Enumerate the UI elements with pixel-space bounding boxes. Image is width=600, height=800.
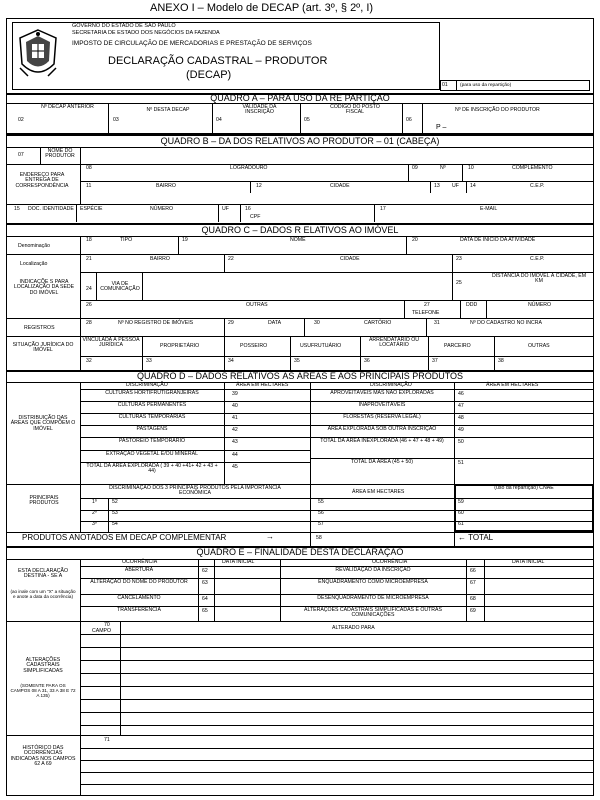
field-num-27: 27 <box>424 302 430 308</box>
page-title: ANEXO I – Modelo de DECAP (art. 3º, § 2º, I) <box>150 2 374 14</box>
bairro-label: BAIRRO <box>156 183 176 189</box>
ddd-label: DDD <box>466 302 478 308</box>
campo-label: CAMPO <box>92 628 112 634</box>
ocorrencia-left-num: 65 <box>202 608 208 614</box>
imposto-label: IMPOSTO DE CIRCULAÇÃO DE MERCADORIAS E PRESTAÇÃO DE SERVIÇOS <box>72 40 312 47</box>
field-num-11: 11 <box>86 183 92 189</box>
area-right-num: 46 <box>458 391 464 397</box>
field-num-13: 13 <box>434 183 440 189</box>
quadro-b-title: QUADRO B – DA DOS RELATIVOS AO PRODUTOR – 01 (CABEÇA) <box>160 136 440 146</box>
row-line <box>80 413 310 414</box>
field-num-10: 10 <box>468 165 474 171</box>
parceiro-label: PARCEIRO <box>444 343 471 349</box>
decap-desta-label: Nº DESTA DECAP <box>146 107 190 113</box>
field-num-17: 17 <box>380 206 386 212</box>
field-num-32: 32 <box>86 358 92 364</box>
posseiro-label: POSSEIRO <box>240 343 268 349</box>
prod-area-num: 56 <box>318 510 324 516</box>
area-left-header: ÁREA EM HECTARES <box>236 382 289 388</box>
alteracao-line <box>80 647 594 648</box>
field-num-19: 19 <box>182 237 188 243</box>
alterado-para-label: ALTERADO PARA <box>332 625 375 631</box>
discr-right-header: DISCRIMINAÇÃO <box>370 382 412 388</box>
doc-numero-label: NÚMERO <box>150 206 174 212</box>
field-num-71: 71 <box>104 737 110 743</box>
field-num-16: 16 <box>245 206 251 212</box>
area-right-num: 50 <box>458 439 464 445</box>
somente-label: (SOMENTE PARA OS CAMPOS 08 A 31, 33 A 38 E 72 A 135) <box>10 683 76 698</box>
field-num-23: 23 <box>456 256 462 262</box>
area-right-label: INAPROVEITÁVEIS <box>358 402 406 408</box>
numero-label: Nº <box>440 165 446 171</box>
field-num-22: 22 <box>228 256 234 262</box>
field-num-08: 08 <box>86 165 92 171</box>
field-num-18: 18 <box>86 237 92 243</box>
nome-produtor-label: NOME DO PRODUTOR <box>45 148 75 160</box>
ocorrencia-right-num: 66 <box>470 568 476 574</box>
row-line <box>80 437 310 438</box>
field-num-26: 26 <box>86 302 92 308</box>
ocorrencia-left-label: CANCELAMENTO <box>117 595 161 601</box>
row-line <box>80 510 594 511</box>
ocorrencia-left-label: ALTERAÇÃO DO NOME DO PRODUTOR <box>90 579 188 585</box>
prod-area-num: 55 <box>318 499 324 505</box>
field-num-02: 02 <box>18 117 24 123</box>
complemento-label: COMPLEMENTO <box>512 165 553 171</box>
field-num-14: 14 <box>470 183 476 189</box>
area-left-label: CULTURAS PERMANENTES <box>117 402 187 408</box>
row-line <box>80 425 310 426</box>
area-right-label: FLORESTAS (RESERVA LEGAL) <box>343 414 421 420</box>
decap-subtitle: (DECAP) <box>186 69 232 81</box>
area-left-label: PASTAGENS <box>136 426 168 432</box>
prod-area-num: 57 <box>318 521 324 527</box>
sec-label: SECRETARIA DE ESTADO DOS NEGÓCIOS DA FAZENDA <box>72 30 220 36</box>
ocorrencia-left-num: 63 <box>202 580 208 586</box>
doc-uf-label: UF <box>222 206 229 212</box>
principais-produtos-label: PRINCIPAIS PRODUTOS <box>29 495 59 507</box>
area-right-label: APROVEITÁVEIS MAS NÃO EXPLORADAS <box>330 390 434 396</box>
area-right-num: 51 <box>458 460 464 466</box>
prod-cnae-num: 59 <box>458 499 464 505</box>
ocorrencia-right-num: 68 <box>470 596 476 602</box>
ocorrencia-right-label: ENQUADRAMENTO COMO MICROEMPRESA <box>318 579 428 585</box>
denominacao-label: Denominação <box>18 243 51 249</box>
field-num-25: 25 <box>456 280 462 286</box>
prod-ordinal: 3º <box>92 521 97 527</box>
quadro-d-title: QUADRO D – DADOS RELATIVOS ÀS ÁREAS E AOS PRINCIPAIS PRODUTOS <box>136 371 464 381</box>
historico-line <box>80 748 594 749</box>
inicio-atividade-label: DATA DE INÍCIO DA ATIVIDADE <box>460 237 536 243</box>
prod-num: 54 <box>112 521 118 527</box>
arrow-right-icon: → <box>266 532 274 541</box>
ocorrencia-left-label: ABERTURA <box>124 567 154 573</box>
alteracao-line <box>80 634 594 635</box>
registro-data-label: DATA <box>268 320 282 326</box>
cidade-label: CIDADE <box>330 183 350 189</box>
prod-ordinal: 2º <box>92 510 97 516</box>
field-num-36: 36 <box>364 358 370 364</box>
historico-line <box>80 772 594 773</box>
doc-identidade-label: DOC. IDENTIDADE <box>28 206 74 212</box>
area-right-num: 49 <box>458 427 464 433</box>
ocorrencia-right-num: 67 <box>470 580 476 586</box>
field-num-21: 21 <box>86 256 92 262</box>
registros-label: REGISTROS <box>24 325 55 331</box>
usufrutuario-label: USUFRUTUÁRIO <box>300 343 342 349</box>
field-num-15: 15 <box>14 206 20 212</box>
area-left-num: 43 <box>232 439 238 445</box>
decap-anterior-label: Nº DECAP ANTERIOR <box>41 104 94 110</box>
ocorrencia-right-label: REVALIDAÇÃO DA INSCRIÇÃO <box>335 567 411 573</box>
area-right-num: 47 <box>458 403 464 409</box>
ocorrencia-right-num: 69 <box>470 608 476 614</box>
telefone-label: TELEFONE <box>412 310 440 316</box>
proprietario-label: PROPRIETÁRIO <box>160 343 200 349</box>
field-num-12: 12 <box>256 183 262 189</box>
cpf-label: CPF <box>250 214 261 220</box>
prod-ordinal: 1º <box>92 499 97 505</box>
field-num-04: 04 <box>216 117 222 123</box>
prod-num: 53 <box>112 510 118 516</box>
field-num-35: 35 <box>294 358 300 364</box>
quadro-e-title: QUADRO E – FINALIDADE DESTA DECLARAÇÃO <box>196 547 404 557</box>
alteracao-line <box>80 673 594 674</box>
area-right-num: 48 <box>458 415 464 421</box>
area-right-label: TOTAL DA ÁREA INEXPLORADA (46 + 47 + 48 + 49) <box>320 438 444 444</box>
field-num-28: 28 <box>86 320 92 326</box>
alteracoes-label: ALTERAÇÕES CADASTRAIS SIMPLIFICADAS <box>23 657 63 674</box>
ocorrencia-right-header: OCORRÊNCIA <box>372 559 408 565</box>
area-produtos-label: ÁREA EM HECTARES <box>352 489 405 495</box>
cep-label: C.E.P. <box>530 183 545 189</box>
area-left-label: CULTURAS HORTIFRUTIGRANJEIRAS <box>105 390 199 396</box>
alteracao-line <box>80 699 594 700</box>
anotados-label: PRODUTOS ANOTADOS EM DECAP COMPLEMENTAR <box>22 533 227 542</box>
situacao-juridica-label: SITUAÇÃO JURÍDICA DO IMÓVEL <box>12 342 74 354</box>
datainicial-left-header: DATA INICIAL <box>222 559 255 565</box>
field-num-31: 31 <box>434 320 440 326</box>
vinculada-label: VINCULADA À PESSOA JURÍDICA <box>82 337 140 349</box>
p-prefix: P – <box>436 124 447 131</box>
logradouro-label: LOGRADOURO <box>230 165 268 171</box>
area-right-header: ÁREA EM HECTARES <box>486 382 539 388</box>
field-num-05: 05 <box>304 117 310 123</box>
field-num-38: 38 <box>498 358 504 364</box>
area-left-label: CULTURAS TEMPORÁRIAS <box>118 414 186 420</box>
outras-situacao-label: OUTRAS <box>528 343 550 349</box>
area-right-label: ÁREA EXPLORADA SOB OUTRA INSCRIÇÃO <box>327 426 437 432</box>
incra-label: Nº DO CADASTRO NO INCRA <box>470 320 542 326</box>
field-num-01: 01 <box>442 82 448 88</box>
prod-cnae-num: 61 <box>458 521 464 527</box>
ocorrencia-left-header: OCORRÊNCIA <box>122 559 158 565</box>
row-line <box>310 401 594 402</box>
prod-cnae-num: 60 <box>458 510 464 516</box>
area-left-label: TOTAL DA ÁREA EXPLORADA ( 39 + 40 +41+ 42 + 43 + 44) <box>86 463 218 475</box>
ocorrencia-left-num: 62 <box>202 568 208 574</box>
tipo-label: TIPO <box>120 237 133 243</box>
area-left-num: 39 <box>232 391 238 397</box>
area-left-num: 44 <box>232 452 238 458</box>
endereco-label: ENDEREÇO PARA ENTREGA DE CORRESPONDÊNCIA <box>15 172 69 189</box>
field-num-37: 37 <box>432 358 438 364</box>
col-line <box>108 498 109 532</box>
area-left-num: 40 <box>232 403 238 409</box>
loc-bairro-label: BAIRRO <box>150 256 170 262</box>
ocorrencia-right-label: DESENQUADRAMENTO DE MICROEMPRESA <box>317 595 429 601</box>
arrendatario-label: ARRENDATÁRIO OU LOCATÁRIO <box>368 337 420 349</box>
inscricao-produtor-label: Nº DE INSCRIÇÃO DO PRODUTOR <box>455 107 540 113</box>
ocorrencia-left-label: TRANSFERÊNCIA <box>117 607 161 613</box>
field-num-29: 29 <box>228 320 234 326</box>
field-num-20: 20 <box>412 237 418 243</box>
area-left-num: 42 <box>232 427 238 433</box>
cartorio-label: CARTÓRIO <box>364 320 392 326</box>
historico-label: HISTÓRICO DAS OCORRÊNCIAS INDICADAS NOS CAMPOS 62 A 69 <box>10 745 76 768</box>
loc-cep-label: C.E.P. <box>530 256 545 262</box>
field-num-34: 34 <box>228 358 234 364</box>
total-label: ← TOTAL <box>458 533 494 542</box>
especie-label: ESPÉCIE <box>80 206 103 212</box>
destina-label: ESTA DECLARAÇÃO DESTINA - SE A <box>17 568 69 580</box>
field-num-58: 58 <box>316 535 322 541</box>
loc-cidade-label: CIDADE <box>340 256 360 262</box>
area-left-label: PASTOREIO TEMPORÁRIO <box>118 438 185 444</box>
field-num-06: 06 <box>406 117 412 123</box>
alteracao-line <box>80 660 594 661</box>
historico-line <box>80 784 594 785</box>
gov-label: GOVERNO DO ESTADO DE SÃO PAULO <box>72 23 176 29</box>
indicacoes-label: INDICAÇÕE S PARA LOCALIZAÇÃO DA SEDE DO IMÓVEL <box>13 279 75 296</box>
area-left-label: EXTRAÇÃO VEGETAL E/OU MINERAL <box>106 451 198 457</box>
quadro-c-title: QUADRO C – DADOS R ELATIVOS AO IMÓVEL <box>201 225 399 235</box>
datainicial-right-header: DATA INICIAL <box>512 559 545 565</box>
ocorrencia-right-label: ALTERAÇÕES CADASTRAIS SIMPLIFICADAS E OUTRAS COMUNICAÇÕES <box>304 607 442 619</box>
field-num-30: 30 <box>314 320 320 326</box>
field-num-70: 70 <box>104 622 110 628</box>
state-seal-icon <box>16 28 60 82</box>
declaracao-title: DECLARAÇÃO CADASTRAL – PRODUTOR <box>108 55 328 67</box>
quadro-a-title: QUADRO A – PARA USO DA RE PARTIÇÃO <box>210 93 390 103</box>
validade-label: VALIDADE DA INSCRIÇÃO <box>242 104 277 116</box>
prod-num: 52 <box>112 499 118 505</box>
uf-label: UF <box>452 183 459 189</box>
discr-left-header: DISCRIMINAÇÃO <box>126 382 168 388</box>
area-left-num: 41 <box>232 415 238 421</box>
alteracao-line <box>80 725 594 726</box>
localizacao-label: Localização <box>20 261 48 267</box>
field-num-24: 24 <box>86 286 92 292</box>
uso-label: (para uso da repartição) <box>460 83 512 88</box>
row-line <box>80 401 310 402</box>
ocorrencia-left-num: 64 <box>202 596 208 602</box>
field-num-09: 09 <box>412 165 418 171</box>
outras-label: OUTRAS <box>246 302 268 308</box>
alteracao-line <box>80 712 594 713</box>
via-comunicacao-label: VIA DE COMUNICAÇÃO <box>100 281 140 293</box>
area-left-num: 45 <box>232 464 238 470</box>
historico-line <box>80 760 594 761</box>
distribuicao-label: DISTRIBUIÇÃO DAS ÁREAS QUE COMPÕEM O IMÓVEL <box>10 415 76 432</box>
area-right-label: TOTAL DA ÁREA (45 + 50) <box>350 459 414 465</box>
nome-imovel-label: NOME <box>290 237 306 243</box>
row-line <box>80 521 594 522</box>
registro-imoveis-label: Nº NO REGISTRO DE IMÓVEIS <box>118 320 194 326</box>
email-label: E-MAIL <box>480 206 498 212</box>
cnae-label: (uso da repartição) CNAE <box>494 485 554 491</box>
field-num-03: 03 <box>113 117 119 123</box>
field-num-07: 07 <box>18 152 24 158</box>
nota-label: (ao inale com um "X" a situação e anote a data da ocorrência) <box>10 589 76 599</box>
posto-fiscal-label: CÓDIGO DO POSTO FISCAL <box>330 104 380 116</box>
alteracao-line <box>80 686 594 687</box>
discr-produtos-label: DISCRIMINAÇÃO DOS 3 PRINCIPAIS PRODUTOS PELA IMPORTÂNCIA ECONÔMICA <box>109 485 281 497</box>
distancia-label: DISTÂNCIA DO IMÓVEL À CIDADE, EM KM <box>491 273 587 285</box>
tel-numero-label: NÚMERO <box>528 302 552 308</box>
field-num-33: 33 <box>146 358 152 364</box>
